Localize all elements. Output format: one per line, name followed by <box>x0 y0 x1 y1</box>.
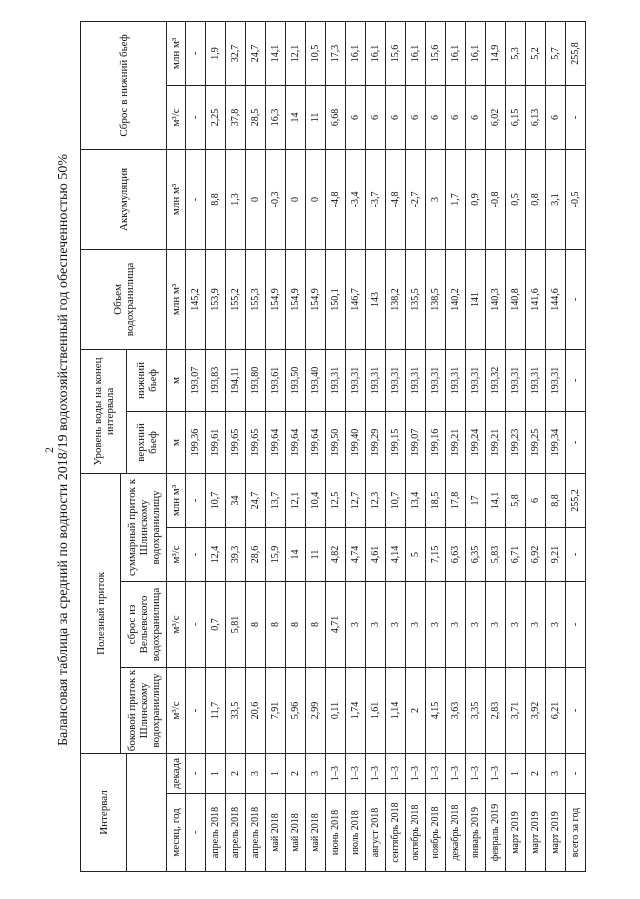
cell-accumulation: -3,7 <box>366 149 386 249</box>
table-row <box>266 21 286 871</box>
cell-discharge-flow: 6 <box>406 85 426 149</box>
cell-total-inflow-flow: 6,92 <box>526 527 546 581</box>
unit-lower: м <box>167 349 186 411</box>
cell-upper-pool-level: 199,36 <box>186 411 206 473</box>
cell-release-velye: 3 <box>386 581 406 667</box>
cell-discharge-flow: - <box>186 85 206 149</box>
cell-reservoir-volume: 141,6 <box>526 249 546 349</box>
cell-discharge-volume: 15,6 <box>386 21 406 85</box>
cell-upper-pool-level: 199,29 <box>366 411 386 473</box>
cell-discharge-volume: 16,1 <box>366 21 386 85</box>
cell-reservoir-volume: 146,7 <box>346 249 366 349</box>
cell-month-year: - <box>186 794 206 872</box>
cell-decade: 1–3 <box>486 753 506 793</box>
cell-total-inflow-flow: 6,71 <box>506 527 526 581</box>
cell-total-inflow-volume: 5,8 <box>506 473 526 527</box>
cell-decade: 1–3 <box>346 753 366 793</box>
header-useful-inflow: Полезный приток <box>81 473 121 753</box>
cell-accumulation: 0 <box>306 149 326 249</box>
unit-discharge-flow: м³/с <box>167 85 186 149</box>
cell-decade: 2 <box>286 753 306 793</box>
cell-release-velye: - <box>186 581 206 667</box>
table-row <box>406 21 426 871</box>
cell-decade: 1 <box>206 753 226 793</box>
cell-discharge-volume: 16,1 <box>466 21 486 85</box>
cell-month-year: июль 2018 <box>346 794 366 872</box>
cell-lower-pool-level: 193,31 <box>326 349 346 411</box>
cell-decade: 2 <box>226 753 246 793</box>
cell-total-inflow-flow: 5,83 <box>486 527 506 581</box>
cell-decade: 1 <box>266 753 286 793</box>
cell-lateral-inflow: 11,7 <box>206 667 226 753</box>
header-interval: Интервал <box>81 753 127 871</box>
cell-discharge-volume: 5,2 <box>526 21 546 85</box>
cell-discharge-flow: - <box>566 85 586 149</box>
cell-discharge-volume: 14,1 <box>266 21 286 85</box>
cell-total-inflow-flow: 9,21 <box>546 527 566 581</box>
cell-discharge-volume: 14,9 <box>486 21 506 85</box>
cell-total-inflow-volume: 17,8 <box>446 473 466 527</box>
cell-month-year: апрель 2018 <box>246 794 266 872</box>
cell-decade: 3 <box>246 753 266 793</box>
cell-total-inflow-flow: 4,74 <box>346 527 366 581</box>
cell-total-inflow-volume: 255,2 <box>566 473 586 527</box>
cell-release-velye: 3 <box>366 581 386 667</box>
cell-discharge-volume: 12,1 <box>286 21 306 85</box>
cell-lateral-inflow: 0,11 <box>326 667 346 753</box>
cell-decade: 1–3 <box>466 753 486 793</box>
cell-total-inflow-flow: - <box>186 527 206 581</box>
cell-lower-pool-level: 193,31 <box>426 349 446 411</box>
cell-reservoir-volume: 144,6 <box>546 249 566 349</box>
cell-total-inflow-flow: 12,4 <box>206 527 226 581</box>
cell-release-velye: 3 <box>546 581 566 667</box>
cell-accumulation: 1,7 <box>446 149 466 249</box>
cell-total-inflow-volume: 14,1 <box>486 473 506 527</box>
cell-total-inflow-flow: 5 <box>406 527 426 581</box>
cell-reservoir-volume: 153,9 <box>206 249 226 349</box>
cell-lower-pool-level: - <box>566 349 586 411</box>
cell-release-velye: 3 <box>526 581 546 667</box>
cell-decade: 1–3 <box>406 753 426 793</box>
cell-decade: 3 <box>306 753 326 793</box>
cell-decade: - <box>186 753 206 793</box>
table-row <box>206 21 226 871</box>
cell-discharge-flow: 6,15 <box>506 85 526 149</box>
cell-lower-pool-level: 193,40 <box>306 349 326 411</box>
cell-accumulation: -0,8 <box>486 149 506 249</box>
cell-reservoir-volume: 135,5 <box>406 249 426 349</box>
cell-release-velye: 0,7 <box>206 581 226 667</box>
cell-lateral-inflow: 20,6 <box>246 667 266 753</box>
cell-lower-pool-level: 193,07 <box>186 349 206 411</box>
cell-lower-pool-level: 193,31 <box>466 349 486 411</box>
cell-discharge-volume: 16,1 <box>446 21 466 85</box>
header-upper-pool: верхний бьеф <box>127 411 167 473</box>
cell-total-inflow-volume: 12,3 <box>366 473 386 527</box>
cell-month-year: октябрь 2018 <box>406 794 426 872</box>
cell-accumulation: - <box>186 149 206 249</box>
cell-accumulation: -0,3 <box>266 149 286 249</box>
cell-reservoir-volume: 138,2 <box>386 249 406 349</box>
cell-discharge-flow: 6,68 <box>326 85 346 149</box>
unit-discharge-volume: млн м³ <box>167 21 186 85</box>
table-row <box>506 21 526 871</box>
cell-release-velye: 3 <box>446 581 466 667</box>
unit-accumulation: млн м³ <box>167 149 186 249</box>
cell-month-year: всего за год <box>566 794 586 872</box>
cell-discharge-flow: 6,02 <box>486 85 506 149</box>
cell-discharge-flow: 6 <box>346 85 366 149</box>
cell-month-year: февраль 2019 <box>486 794 506 872</box>
table-header <box>81 21 186 871</box>
cell-total-inflow-volume: 13,7 <box>266 473 286 527</box>
unit-upper: м <box>167 411 186 473</box>
cell-lateral-inflow: 1,74 <box>346 667 366 753</box>
table-body <box>186 21 586 871</box>
cell-upper-pool-level: 199,16 <box>426 411 446 473</box>
cell-reservoir-volume: 143 <box>366 249 386 349</box>
cell-discharge-volume: 255,8 <box>566 21 586 85</box>
header-total-inflow: суммарный приток к Шлинскому водохранилищу <box>121 473 167 581</box>
cell-discharge-flow: 6 <box>386 85 406 149</box>
cell-discharge-flow: 11 <box>306 85 326 149</box>
table-row <box>366 21 386 871</box>
cell-accumulation: -0,5 <box>566 149 586 249</box>
cell-lateral-inflow: 3,71 <box>506 667 526 753</box>
cell-release-velye: 8 <box>306 581 326 667</box>
cell-month-year: апрель 2018 <box>206 794 226 872</box>
cell-release-velye: 4,71 <box>326 581 346 667</box>
cell-accumulation: 0 <box>246 149 266 249</box>
cell-upper-pool-level: 199,21 <box>446 411 466 473</box>
cell-total-inflow-flow: 15,9 <box>266 527 286 581</box>
cell-upper-pool-level: 199,64 <box>266 411 286 473</box>
cell-release-velye: 8 <box>266 581 286 667</box>
header-month-year: месяц, год <box>167 794 186 872</box>
cell-lateral-inflow: 3,35 <box>466 667 486 753</box>
cell-reservoir-volume: 140,8 <box>506 249 526 349</box>
cell-month-year: март 2019 <box>506 794 526 872</box>
cell-month-year: август 2018 <box>366 794 386 872</box>
cell-accumulation: 0 <box>286 149 306 249</box>
cell-lateral-inflow: 33,5 <box>226 667 246 753</box>
table-row <box>186 21 206 871</box>
cell-decade: 1–3 <box>326 753 346 793</box>
cell-discharge-volume: 17,3 <box>326 21 346 85</box>
cell-decade: 1–3 <box>426 753 446 793</box>
cell-reservoir-volume: - <box>566 249 586 349</box>
header-discharge: Сброс в нижний бьеф <box>81 21 167 149</box>
cell-total-inflow-volume: 10,4 <box>306 473 326 527</box>
cell-reservoir-volume: 154,9 <box>306 249 326 349</box>
cell-discharge-flow: 6 <box>546 85 566 149</box>
unit-volume: млн м³ <box>167 249 186 349</box>
cell-accumulation: -4,8 <box>326 149 346 249</box>
header-accumulation: Аккумуляция <box>81 149 167 249</box>
cell-accumulation: 8,8 <box>206 149 226 249</box>
cell-total-inflow-flow: 28,6 <box>246 527 266 581</box>
cell-reservoir-volume: 141 <box>466 249 486 349</box>
cell-lateral-inflow: 3,92 <box>526 667 546 753</box>
cell-total-inflow-volume: 12,5 <box>326 473 346 527</box>
cell-total-inflow-volume: 12,7 <box>346 473 366 527</box>
cell-lower-pool-level: 193,31 <box>446 349 466 411</box>
cell-discharge-flow: 6 <box>446 85 466 149</box>
cell-discharge-volume: 10,5 <box>306 21 326 85</box>
cell-release-velye: 3 <box>346 581 366 667</box>
table-row <box>526 21 546 871</box>
cell-discharge-flow: 6 <box>426 85 446 149</box>
cell-total-inflow-volume: 6 <box>526 473 546 527</box>
cell-reservoir-volume: 150,1 <box>326 249 346 349</box>
cell-release-velye: 3 <box>406 581 426 667</box>
cell-discharge-volume: 5,7 <box>546 21 566 85</box>
cell-discharge-volume: 32,7 <box>226 21 246 85</box>
cell-reservoir-volume: 154,9 <box>266 249 286 349</box>
cell-upper-pool-level: 199,61 <box>206 411 226 473</box>
balance-table <box>80 21 586 872</box>
cell-reservoir-volume: 155,2 <box>226 249 246 349</box>
cell-upper-pool-level: 199,64 <box>306 411 326 473</box>
document-title: Балансовая таблица за средний по водности 2018/19 водохозяйственный год обеспеченностью 50% <box>56 153 71 747</box>
cell-reservoir-volume: 140,3 <box>486 249 506 349</box>
cell-total-inflow-flow: 6,35 <box>466 527 486 581</box>
cell-release-velye: - <box>566 581 586 667</box>
cell-total-inflow-volume: 8,8 <box>546 473 566 527</box>
table-row <box>446 21 466 871</box>
cell-upper-pool-level: 199,15 <box>386 411 406 473</box>
cell-decade: 3 <box>546 753 566 793</box>
table-row <box>466 21 486 871</box>
cell-lower-pool-level: 193,31 <box>406 349 426 411</box>
cell-release-velye: 3 <box>466 581 486 667</box>
cell-total-inflow-flow: 14 <box>286 527 306 581</box>
table-row <box>546 21 566 871</box>
cell-release-velye: 3 <box>506 581 526 667</box>
cell-lower-pool-level: 193,83 <box>206 349 226 411</box>
cell-month-year: декабрь 2018 <box>446 794 466 872</box>
cell-accumulation: 1,3 <box>226 149 246 249</box>
cell-lower-pool-level: 193,31 <box>526 349 546 411</box>
cell-lower-pool-level: 193,80 <box>246 349 266 411</box>
cell-upper-pool-level: 199,64 <box>286 411 306 473</box>
cell-discharge-flow: 6 <box>366 85 386 149</box>
cell-reservoir-volume: 154,9 <box>286 249 306 349</box>
cell-total-inflow-volume: 12,1 <box>286 473 306 527</box>
cell-reservoir-volume: 145,2 <box>186 249 206 349</box>
cell-lower-pool-level: 193,61 <box>266 349 286 411</box>
cell-discharge-volume: 24,7 <box>246 21 266 85</box>
cell-discharge-flow: 14 <box>286 85 306 149</box>
table-row <box>306 21 326 871</box>
cell-release-velye: 3 <box>426 581 446 667</box>
cell-lower-pool-level: 193,32 <box>486 349 506 411</box>
cell-decade: 1 <box>506 753 526 793</box>
cell-decade: 1–3 <box>446 753 466 793</box>
cell-month-year: июнь 2018 <box>326 794 346 872</box>
cell-upper-pool-level: 199,21 <box>486 411 506 473</box>
cell-upper-pool-level: 199,07 <box>406 411 426 473</box>
header-lateral-inflow: боковой приток к Шлинскому водохранилищу <box>121 667 167 753</box>
cell-lateral-inflow: 2,99 <box>306 667 326 753</box>
cell-release-velye: 3 <box>486 581 506 667</box>
cell-total-inflow-volume: 17 <box>466 473 486 527</box>
cell-total-inflow-flow: 6,63 <box>446 527 466 581</box>
cell-lateral-inflow: 4,15 <box>426 667 446 753</box>
page-number: 2 <box>42 447 56 453</box>
cell-month-year: ноябрь 2018 <box>426 794 446 872</box>
cell-discharge-flow: 6 <box>466 85 486 149</box>
header-decade: декада <box>167 753 186 793</box>
cell-accumulation: 0,9 <box>466 149 486 249</box>
cell-reservoir-volume: 138,5 <box>426 249 446 349</box>
cell-lower-pool-level: 193,31 <box>366 349 386 411</box>
cell-lateral-inflow: - <box>566 667 586 753</box>
unit-total-volume: млн м³ <box>167 473 186 527</box>
cell-total-inflow-flow: 4,82 <box>326 527 346 581</box>
cell-accumulation: -4,8 <box>386 149 406 249</box>
cell-total-inflow-flow: 7,15 <box>426 527 446 581</box>
header-water-level: Уровень воды на конец интервала <box>81 349 127 473</box>
table-row <box>226 21 246 871</box>
cell-upper-pool-level: 199,23 <box>506 411 526 473</box>
cell-total-inflow-flow: 11 <box>306 527 326 581</box>
cell-upper-pool-level: - <box>566 411 586 473</box>
header-lower-pool: нижний бьеф <box>127 349 167 411</box>
cell-accumulation: -3,4 <box>346 149 366 249</box>
cell-total-inflow-volume: 10,7 <box>206 473 226 527</box>
table-row <box>286 21 306 871</box>
cell-accumulation: -2,7 <box>406 149 426 249</box>
cell-lateral-inflow: 2 <box>406 667 426 753</box>
cell-upper-pool-level: 199,34 <box>546 411 566 473</box>
cell-lateral-inflow: 7,91 <box>266 667 286 753</box>
cell-total-inflow-volume: 10,7 <box>386 473 406 527</box>
cell-accumulation: 0,8 <box>526 149 546 249</box>
cell-lateral-inflow: 1,61 <box>366 667 386 753</box>
cell-upper-pool-level: 199,24 <box>466 411 486 473</box>
cell-total-inflow-flow: - <box>566 527 586 581</box>
cell-lateral-inflow: 1,14 <box>386 667 406 753</box>
cell-lower-pool-level: 193,50 <box>286 349 306 411</box>
cell-discharge-flow: 6,13 <box>526 85 546 149</box>
cell-month-year: март 2019 <box>526 794 546 872</box>
cell-upper-pool-level: 199,25 <box>526 411 546 473</box>
header-release-velye: сброс из Вельевского водохранилища <box>121 581 167 667</box>
cell-total-inflow-flow: 4,61 <box>366 527 386 581</box>
cell-release-velye: 8 <box>286 581 306 667</box>
cell-release-velye: 5,81 <box>226 581 246 667</box>
cell-discharge-volume: 5,3 <box>506 21 526 85</box>
cell-total-inflow-volume: 24,7 <box>246 473 266 527</box>
cell-month-year: январь 2019 <box>466 794 486 872</box>
table-row <box>246 21 266 871</box>
cell-reservoir-volume: 140,2 <box>446 249 466 349</box>
cell-lower-pool-level: 193,31 <box>386 349 406 411</box>
cell-discharge-flow: 37,8 <box>226 85 246 149</box>
cell-lateral-inflow: 2,83 <box>486 667 506 753</box>
cell-total-inflow-flow: 4,14 <box>386 527 406 581</box>
rotated-content <box>40 20 600 880</box>
cell-decade: - <box>566 753 586 793</box>
cell-discharge-volume: 1,9 <box>206 21 226 85</box>
cell-total-inflow-volume: 34 <box>226 473 246 527</box>
cell-decade: 1–3 <box>386 753 406 793</box>
header-volume: Объем водохранилища <box>81 249 167 349</box>
cell-month-year: май 2018 <box>286 794 306 872</box>
cell-total-inflow-volume: 13,4 <box>406 473 426 527</box>
cell-decade: 1–3 <box>366 753 386 793</box>
table-row <box>346 21 366 871</box>
unit-total-flow: м³/с <box>167 527 186 581</box>
cell-discharge-volume: 16,1 <box>406 21 426 85</box>
cell-month-year: май 2018 <box>306 794 326 872</box>
cell-decade: 2 <box>526 753 546 793</box>
table-row <box>566 21 586 871</box>
cell-upper-pool-level: 199,50 <box>326 411 346 473</box>
cell-upper-pool-level: 199,40 <box>346 411 366 473</box>
header-interval-blank <box>127 753 167 871</box>
cell-accumulation: 0,5 <box>506 149 526 249</box>
cell-month-year: сентябрь 2018 <box>386 794 406 872</box>
cell-accumulation: 3 <box>426 149 446 249</box>
unit-release: м³/с <box>167 581 186 667</box>
cell-release-velye: 8 <box>246 581 266 667</box>
cell-discharge-volume: 15,6 <box>426 21 446 85</box>
cell-lower-pool-level: 193,31 <box>346 349 366 411</box>
cell-lower-pool-level: 194,11 <box>226 349 246 411</box>
cell-discharge-flow: 28,5 <box>246 85 266 149</box>
cell-discharge-volume: 16,1 <box>346 21 366 85</box>
cell-lower-pool-level: 193,31 <box>506 349 526 411</box>
cell-total-inflow-volume: - <box>186 473 206 527</box>
cell-month-year: апрель 2018 <box>226 794 246 872</box>
cell-upper-pool-level: 199,65 <box>246 411 266 473</box>
cell-discharge-flow: 2,25 <box>206 85 226 149</box>
table-row <box>486 21 506 871</box>
cell-lateral-inflow: 3,63 <box>446 667 466 753</box>
table-row <box>326 21 346 871</box>
cell-upper-pool-level: 199,65 <box>226 411 246 473</box>
cell-month-year: март 2019 <box>546 794 566 872</box>
cell-accumulation: 3,1 <box>546 149 566 249</box>
cell-lower-pool-level: 193,31 <box>546 349 566 411</box>
table-row <box>386 21 406 871</box>
cell-total-inflow-flow: 39,3 <box>226 527 246 581</box>
table-row <box>426 21 446 871</box>
cell-discharge-volume: - <box>186 21 206 85</box>
cell-month-year: май 2018 <box>266 794 286 872</box>
cell-lateral-inflow: 6,21 <box>546 667 566 753</box>
cell-reservoir-volume: 155,3 <box>246 249 266 349</box>
cell-lateral-inflow: - <box>186 667 206 753</box>
cell-lateral-inflow: 5,96 <box>286 667 306 753</box>
cell-discharge-flow: 16,3 <box>266 85 286 149</box>
unit-lateral: м³/с <box>167 667 186 753</box>
cell-total-inflow-volume: 18,5 <box>426 473 446 527</box>
